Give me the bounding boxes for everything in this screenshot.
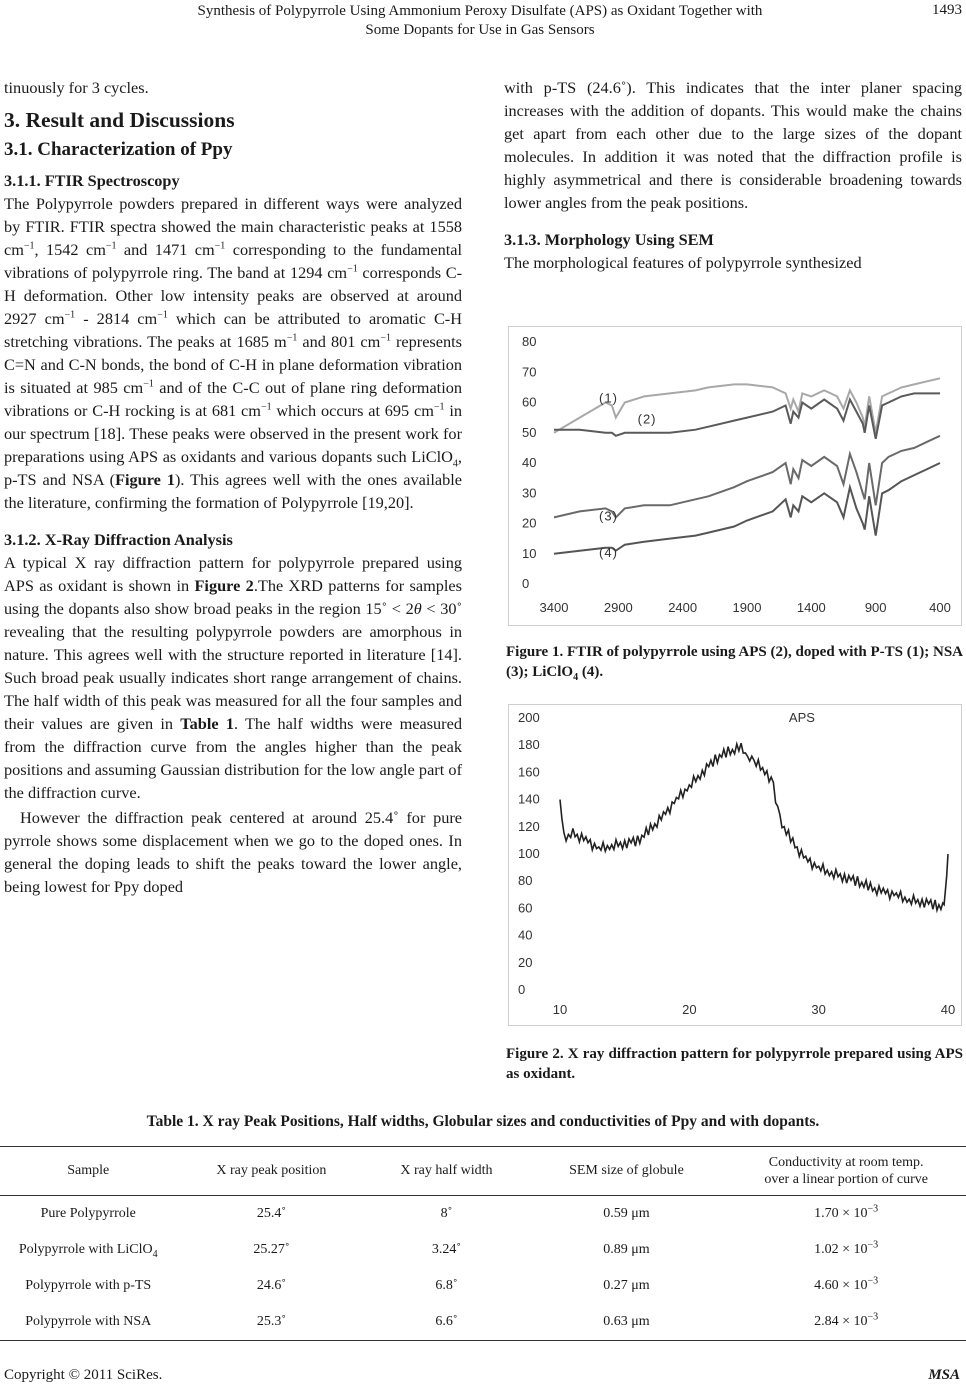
subsection-heading-characterization: 3.1. Characterization of Ppy	[4, 139, 233, 160]
th-peak: X ray peak position	[216, 1163, 327, 1178]
cell-sample: Polypyrrole with p-TS	[25, 1278, 152, 1293]
y-tick-label: 140	[518, 791, 540, 807]
header-title-line2: Some Dopants for Use in Gas Sensors	[365, 22, 595, 38]
cell-conductivity: $4.60 \times 10^{-3}$	[814, 1275, 879, 1293]
xrd-series-line	[560, 743, 948, 910]
figure-1-ftir-chart	[508, 326, 962, 626]
cell-half: 6.6˚	[435, 1314, 458, 1329]
cell-sample: Pure Polypyrrole	[40, 1206, 136, 1221]
chart-frame	[509, 327, 962, 626]
cell-sem: 0.63 μm	[603, 1314, 650, 1329]
subsection-heading-xrd: 3.1.2. X-Ray Diffraction Analysis	[4, 530, 233, 549]
table-1-reference[interactable]: Table 1	[180, 714, 234, 733]
cell-sample: Polypyrrole with LiClO$_4$	[18, 1242, 158, 1260]
right-column	[504, 76, 962, 274]
y-tick-label: 100	[518, 846, 540, 861]
y-tick-label: 80	[522, 334, 537, 349]
table-row	[0, 1268, 966, 1304]
table-header-row	[0, 1147, 966, 1196]
figure-1-reference[interactable]: Figure 1	[115, 470, 176, 489]
y-tick-label: 80	[518, 873, 533, 889]
table-row	[0, 1196, 966, 1233]
y-tick-label: 40	[522, 455, 537, 470]
figure-2-caption: Figure 2. X ray diffraction pattern for polypyrrole prepared using APS as oxidant.	[506, 1046, 963, 1082]
footer-copyright: Copyright © 2011 SciRes.	[4, 1367, 163, 1383]
x-tick-label: 400	[929, 600, 951, 615]
figure-2-reference[interactable]: Figure 2	[194, 576, 254, 595]
shift-paragraph: However the diffraction peak centered at around 25.4˚ for pure pyrrole shows some displacement when we go to the doped ones. In general the doping leads to shift the peaks toward the lower angle, being lowest for Ppy doped	[4, 808, 462, 896]
sem-paragraph: The morphological features of polypyrrole synthesized	[504, 253, 862, 272]
cell-sem: 0.27 μm	[603, 1278, 650, 1293]
cell-conductivity: $1.02 \times 10^{-3}$	[814, 1239, 879, 1257]
y-tick-label: 0	[522, 576, 530, 591]
curve-label: (4)	[599, 544, 618, 560]
cell-sem: 0.89 μm	[603, 1242, 650, 1257]
page-number: 1493	[932, 2, 962, 18]
x-tick-label: 40	[940, 1002, 956, 1017]
y-tick-label: 60	[522, 394, 537, 410]
continued-text: tinuously for 3 cycles.	[4, 78, 149, 97]
figure-1-caption: Figure 1. FTIR of polypyrrole using APS (2), doped with P-TS (1); NSA (3); LiClO$_4$ (4).	[506, 644, 963, 683]
curve-label: (2)	[637, 411, 657, 427]
th-sem: SEM size of globule	[569, 1163, 684, 1178]
x-tick-label: 1400	[796, 600, 826, 615]
x-tick-label: 2400	[668, 600, 698, 615]
cell-half: 3.24˚	[431, 1242, 462, 1257]
curve-label: (1)	[599, 390, 618, 406]
y-tick-label: 30	[522, 485, 537, 501]
cell-peak: 25.4˚	[256, 1206, 286, 1221]
subsection-heading-ftir: 3.1.1. FTIR Spectroscopy	[4, 171, 180, 190]
running-header	[0, 0, 966, 50]
table-row	[0, 1232, 966, 1268]
left-column	[4, 76, 462, 898]
x-tick-label: 3400	[539, 600, 569, 615]
y-tick-label: 20	[522, 515, 537, 531]
figure-2-xrd-chart	[508, 704, 962, 1026]
th-conductivity: Conductivity at room temp. over a linear portion of curve	[764, 1155, 928, 1187]
y-tick-label: 70	[522, 364, 537, 380]
curve-label: (3)	[599, 508, 618, 524]
y-tick-label: 60	[518, 900, 533, 916]
x-tick-label: 10	[552, 1002, 568, 1017]
ftir-paragraph: The Polypyrrole powders prepared in different ways were analyzed by FTIR. FTIR spectra showed the main characteristic peaks at 1558 $cm^{-1}$, 1542 $cm^{-1}$ and 1471 $cm^{-1}$ corresponding to the fundamental vibrations of polypyrrole ring. The band at 1294 $cm^{-1}$ corresponds C-H deformation. Other low intensity peaks are observed at around 2927 $cm^{-1} - 2814$ $cm^{-1}$ which can be attributed to aromatic C-H stretching vibrations. The peaks at 1685 $m^{-1}$ and 801 $cm^{-1}$ represents C=N and C-N bonds, the bond of C-H in plane deformation vibration is situated at 985 $cm^{-1}$ and of the C-C out of plane ring deformation vibrations or C-H rocking is at 681 $cm^{-1}$ which occurs at 695 $cm^{-1}$ in our spectrum [18]. These peaks were observed in the present work for preparations using APS as oxidants and various dopants such LiClO$_4$, p-TS and NSA (Figure 1). This agrees well with the ones available the literature, confirming the formation of Polypyrrole [19,20].	[4, 194, 463, 512]
y-tick-label: 10	[522, 545, 537, 561]
cell-peak: 24.6˚	[256, 1278, 286, 1293]
subsection-heading-sem: 3.1.3. Morphology Using SEM	[504, 230, 714, 249]
y-tick-label: 50	[522, 424, 537, 440]
continued-paragraph: with p-TS (24.6˚). This indicates that the inter planer spacing increases with the addition of dopants. This would make the chains get apart from each other due to the large sizes of the dopant molecules. In addition it was noted that the diffraction profile is highly asymmetrical and there is considerable broadening towards lower angles from the peak positions.	[504, 78, 962, 212]
chart-annotation-aps: APS	[788, 710, 815, 726]
x-tick-label: 900	[864, 600, 887, 615]
cell-peak: 25.3˚	[256, 1314, 286, 1329]
y-tick-label: 0	[518, 982, 526, 997]
series-line-3	[554, 436, 940, 518]
th-half: X ray half width	[400, 1163, 493, 1178]
cell-sem: 0.59 μm	[603, 1206, 650, 1221]
xrd-paragraph: A typical X ray diffraction pattern for polypyrrole prepared using APS as oxidant is shown in Figure 2.The XRD patterns for samples using the dopants also show broad peaks in the region 15˚ < 2θ < 30˚ revealing that the resulting polypyrrole powders are amorphous in nature. This agrees well with the structure reported in literature [14]. Such broad peak usually indicates short range arrangement of chains. The half width of this peak was measured for all the four samples and their values are given in Table 1. The half widths were measured from the diffraction curve from the angles higher than the peak positions and assuming Gaussian distribution for the low angle part of the diffraction curve.	[4, 553, 462, 802]
x-tick-label: 2900	[603, 600, 633, 615]
cell-peak: 25.27˚	[253, 1242, 290, 1257]
y-tick-label: 200	[518, 710, 540, 725]
section-heading-results: 3. Result and Discussions	[4, 108, 235, 132]
y-tick-label: 160	[518, 764, 540, 780]
x-tick-label: 1900	[732, 600, 762, 615]
y-tick-label: 180	[518, 737, 540, 753]
table-1-caption: Table 1. X ray Peak Positions, Half widths, Globular sizes and conductivities of Ppy and with dopants.	[146, 1113, 820, 1130]
cell-half: 6.8˚	[435, 1278, 458, 1293]
table-1	[0, 1146, 966, 1341]
cell-conductivity: $2.84 \times 10^{-3}$	[814, 1311, 879, 1329]
y-tick-label: 40	[518, 927, 533, 943]
y-tick-label: 20	[518, 954, 533, 970]
th-sample: Sample	[67, 1163, 110, 1178]
x-tick-label: 30	[811, 1002, 826, 1017]
x-tick-label: 20	[682, 1002, 697, 1017]
table-row	[0, 1304, 966, 1341]
y-tick-label: 120	[518, 818, 540, 834]
cell-conductivity: $1.70 \times 10^{-3}$	[814, 1203, 879, 1221]
cell-half: 8˚	[440, 1206, 453, 1221]
footer-journal: MSA	[928, 1367, 960, 1383]
header-title-line1: Synthesis of Polypyrrole Using Ammonium Peroxy Disulfate (APS) as Oxidant Together with	[197, 3, 763, 19]
cell-sample: Polypyrrole with NSA	[25, 1314, 152, 1329]
